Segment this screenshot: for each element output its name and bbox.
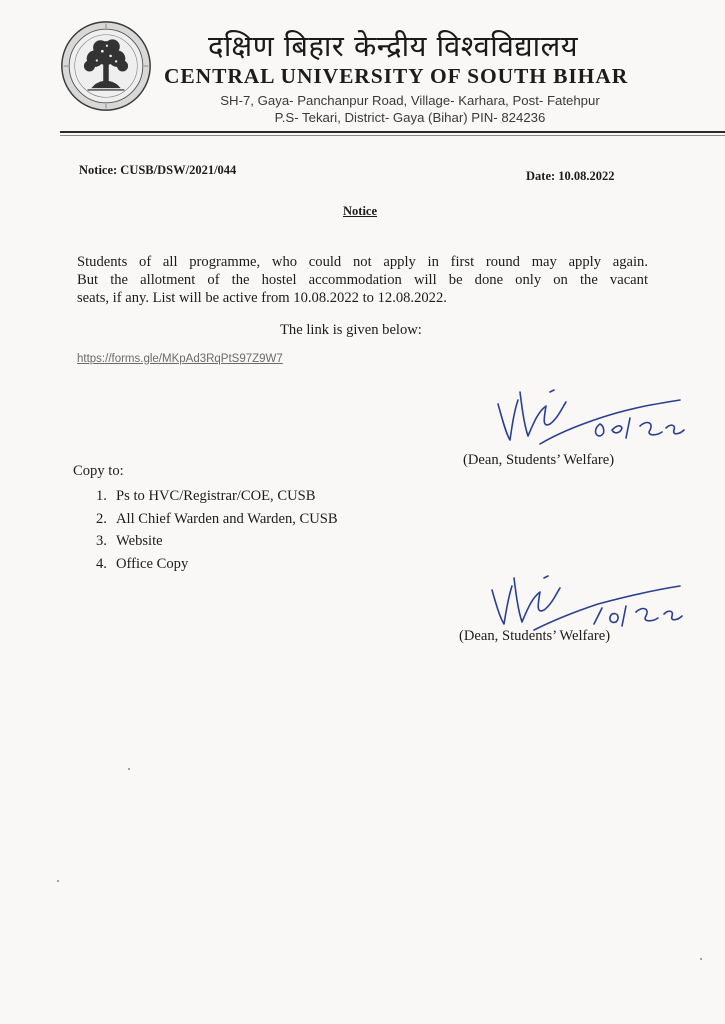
notice-body-line: seats, if any. List will be active from 10.08.2022 to 12.08.2022.: [77, 290, 447, 306]
copy-to-item-text: Office Copy: [116, 555, 189, 572]
link-intro-text: The link is given below:: [280, 322, 422, 338]
scan-speck: [57, 880, 59, 882]
handwritten-signature-1: [480, 378, 700, 448]
notice-body-line: Students of all programme, who could not apply in first round may apply again.: [77, 254, 648, 270]
signatory-designation-2: (Dean, Students’ Welfare): [459, 628, 611, 644]
form-link[interactable]: https://forms.gle/MKpAd3RqPtS97Z9W7: [77, 353, 283, 365]
copy-to-item: [96, 488, 338, 511]
copy-to-item-text: Ps to HVC/Registrar/COE, CUSB: [116, 488, 316, 504]
copy-to-item-text: Website: [116, 533, 163, 549]
header-divider-thin: [60, 135, 725, 136]
signatory-designation-1: (Dean, Students’ Welfare): [463, 452, 615, 468]
copy-to-item-text: All Chief Warden and Warden, CUSB: [116, 510, 338, 527]
copy-to-item: [96, 511, 338, 534]
copy-to-label: Copy to:: [73, 463, 124, 479]
notice-heading: Notice: [343, 204, 378, 218]
university-name-english: CENTRAL UNIVERSITY OF SOUTH BIHAR: [164, 64, 629, 88]
copy-to-list: [96, 488, 338, 578]
scan-speck: [128, 768, 130, 770]
notice-body-line: But the allotment of the hostel accommodation will be done only on the vacant: [77, 272, 648, 288]
address-line-1: SH-7, Gaya- Panchanpur Road, Village- Karhara, Post- Fatehpur: [220, 93, 600, 108]
university-seal-tree-icon: [60, 20, 152, 112]
copy-to-item-number: 1.: [96, 488, 107, 504]
copy-to-item-number: 4.: [96, 555, 107, 572]
address-line-2: P.S- Tekari, District- Gaya (Bihar) PIN- 824236: [274, 110, 546, 125]
copy-to-item-number: 3.: [96, 533, 107, 549]
university-name-hindi: दक्षिण बिहार केन्द्रीय विश्वविद्यालय: [208, 29, 579, 63]
copy-to-item: [96, 556, 338, 579]
header-divider: [60, 131, 725, 133]
notice-body: [77, 253, 648, 307]
copy-to-item-number: 2.: [96, 510, 107, 527]
notice-number: Notice: CUSB/DSW/2021/044: [79, 163, 237, 177]
copy-to-item: [96, 533, 338, 556]
notice-date: Date: 10.08.2022: [526, 169, 615, 183]
scan-speck: [700, 958, 702, 960]
handwritten-signature-2: [476, 566, 696, 636]
